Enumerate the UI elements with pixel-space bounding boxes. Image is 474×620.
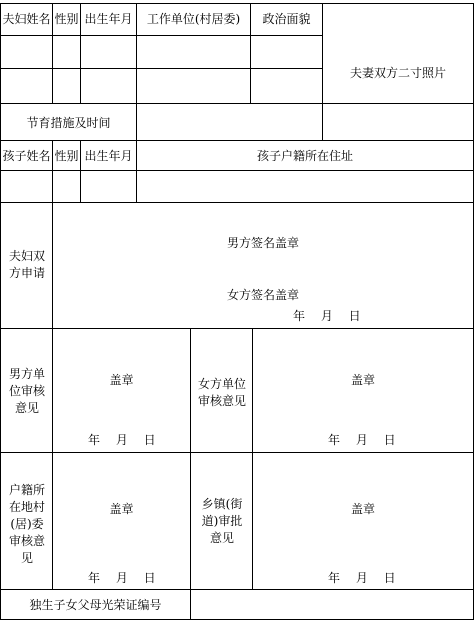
- female-signature-label: 女方签名盖章: [226, 288, 299, 302]
- line-mid-right: [252, 328, 253, 589]
- household-committee-label: 户籍所在地村(居)委审核意见: [8, 483, 45, 565]
- male-unit-label: 男方单位审核意见: [8, 367, 45, 415]
- township-seal: 盖章: [350, 502, 375, 516]
- certificate-number-field[interactable]: [191, 590, 473, 619]
- application-label: 夫妇双方申请: [8, 249, 45, 280]
- line-row7: [0, 328, 474, 329]
- child-header-birth: 出生年月: [84, 149, 133, 163]
- contraception-label: 节育措施及时间: [26, 116, 111, 130]
- header-work-unit: 工作单位(村居委): [146, 12, 241, 26]
- child-header-name: 孩子姓名: [2, 149, 51, 163]
- male-unit-date: 年 月 日: [88, 433, 156, 447]
- header-birth-date: 出生年月: [84, 12, 133, 26]
- line-row6: [0, 202, 474, 203]
- husband-name-field[interactable]: [1, 36, 52, 68]
- wife-work-field[interactable]: [137, 69, 250, 103]
- husband-gender-field[interactable]: [53, 36, 80, 68]
- line-label-col: [52, 202, 53, 589]
- female-unit-date: 年 月 日: [328, 433, 396, 447]
- husband-birth-field[interactable]: [81, 36, 136, 68]
- line-top: [0, 3, 474, 4]
- wife-name-field[interactable]: [1, 69, 52, 103]
- wife-birth-field[interactable]: [81, 69, 136, 103]
- child-header-gender: 性别: [54, 149, 79, 163]
- child-address-field[interactable]: [137, 171, 473, 202]
- line-row4: [0, 140, 474, 141]
- child-name-field[interactable]: [1, 171, 52, 202]
- female-unit-seal: 盖章: [350, 373, 375, 387]
- header-gender: 性别: [54, 12, 79, 26]
- line-row8: [0, 452, 474, 453]
- township-date: 年 月 日: [328, 571, 396, 585]
- wife-gender-field[interactable]: [53, 69, 80, 103]
- husband-work-field[interactable]: [137, 36, 250, 68]
- child-header-address: 孩子户籍所在住址: [256, 149, 353, 163]
- male-unit-seal: 盖章: [109, 373, 134, 387]
- wife-political-field[interactable]: [251, 69, 322, 103]
- certificate-label: 独生子女父母光荣证编号: [29, 598, 162, 612]
- header-husband-wife-name: 夫妇姓名: [2, 12, 51, 26]
- husband-political-field[interactable]: [251, 36, 322, 68]
- female-unit-label: 女方单位审核意见: [197, 377, 246, 408]
- child-birth-field[interactable]: [81, 171, 136, 202]
- household-committee-seal: 盖章: [109, 502, 134, 516]
- household-committee-date: 年 月 日: [88, 571, 156, 585]
- township-label: 乡镇(街道)审批意见: [201, 497, 243, 545]
- photo-placeholder: 夫妻双方二寸照片: [349, 66, 446, 80]
- male-signature-label: 男方签名盖章: [226, 236, 299, 250]
- line-mid-left: [190, 328, 191, 589]
- child-gender-field[interactable]: [53, 171, 80, 202]
- application-date: 年 月 日: [293, 309, 361, 323]
- header-political-status: 政治面貌: [262, 12, 311, 26]
- contraception-field[interactable]: [137, 104, 322, 140]
